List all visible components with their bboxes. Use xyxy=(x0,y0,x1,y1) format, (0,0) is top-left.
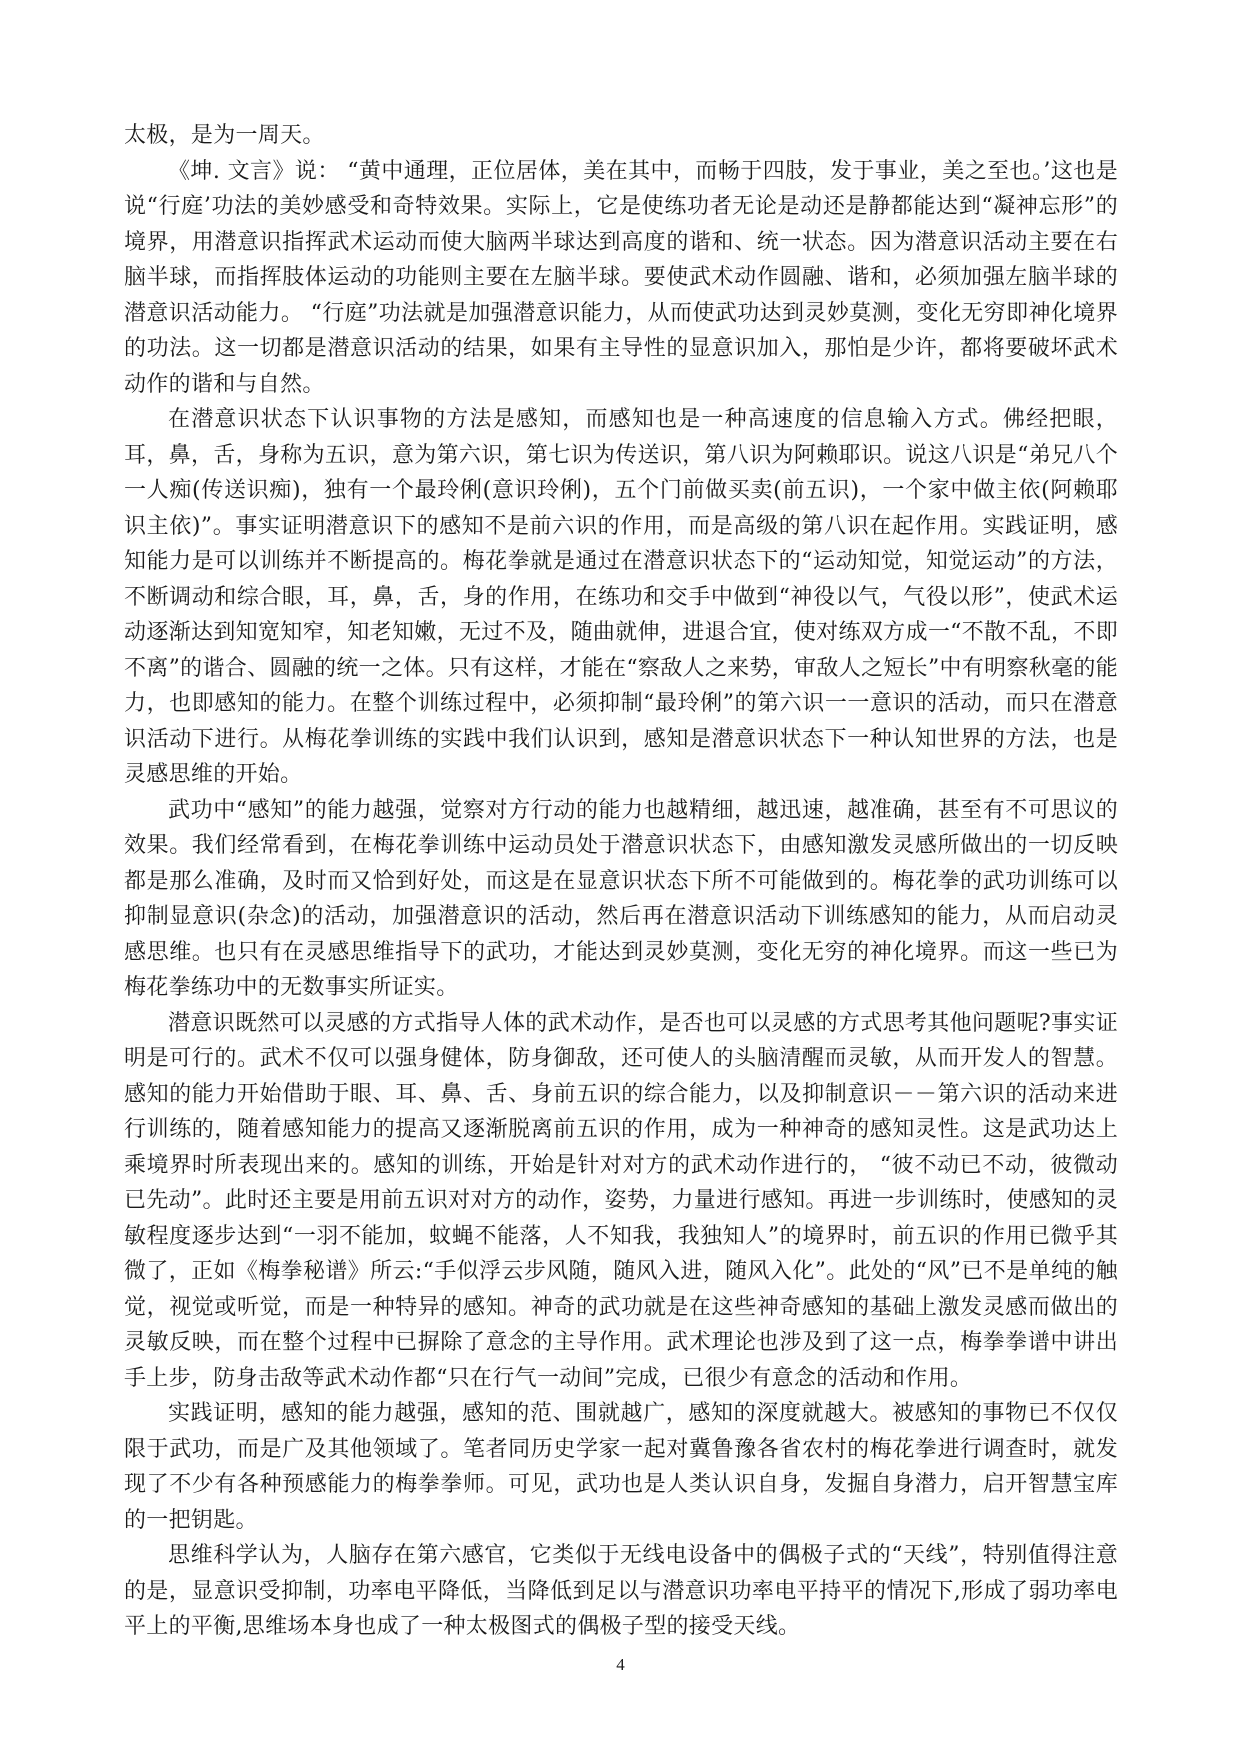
paragraph: 实践证明，感知的能力越强，感知的范、围就越广，感知的深度就越大。被感知的事物已不仅仅限于武功，而是广及其他领域了。笔者同历史学家一起对冀鲁豫各省农村的梅花拳进行调查时，就发现了不少有各种预感能力的梅拳拳师。可见，武功也是人类认识自身，发掘自身潜力，启开智慧宝库的一把钥匙。 xyxy=(124,1401,1118,1533)
paragraph: 在潜意识状态下认识事物的方法是感知，而感知也是一种高速度的信息输入方式。佛经把眼，耳，鼻，舌，身称为五识，意为第六识，第七识为传送识，第八识为阿赖耶识。说这八识是“弟兄八个一人痴(传送识痴)，独有一个最玲俐(意识玲俐)，五个门前做买卖(前五识)，一个家中做主依(阿赖耶识主依)”。事实证明潜意识下的感知不是前六识的作用，而是高级的第八识在起作用。实践证明，感知能力是可以训练并不断提高的。梅花拳就是通过在潜意识状态下的“运动知觉，知觉运动”的方法，不断调动和综合眼，耳，鼻，舌，身的作用，在练功和交手中做到“神役以气，气役以形”，使武术运动逐渐达到知宽知窄，知老知嫩，无过不及，随曲就伸，进退合宜，使对练双方成一“不散不乱，不即不离”的谐合、圆融的统一之体。只有这样，才能在“察敌人之来势，审敌人之短长”中有明察秋毫的能力，也即感知的能力。在整个训练过程中，必须抑制“最玲俐”的第六识一一意识的活动，而只在潜意识活动下进行。从梅花拳训练的实践中我们认识到，感知是潜意识状态下一种认知世界的方法，也是灵感思维的开始。 xyxy=(124,407,1118,787)
page-number: 4 xyxy=(616,1655,625,1674)
paragraph: 潜意识既然可以灵感的方式指导人体的武术动作，是否也可以灵感的方式思考其他问题呢?事实证明是可行的。武术不仅可以强身健体，防身御敌，还可使人的头脑清醒而灵敏，从而开发人的智慧。感知的能力开始借助于眼、耳、鼻、舌、身前五识的综合能力，以及抑制意识－－第六识的活动来进行训练的，随着感知能力的提高又逐渐脱离前五识的作用，成为一种神奇的感知灵性。这是武功达上乘境界时所表现出来的。感知的训练，开始是针对对方的武术动作进行的， “彼不动已不动，彼微动已先动”。此时还主要是用前五识对对方的动作，姿势，力量进行感知。再进一步训练时，使感知的灵敏程度逐步达到“一羽不能加，蚊蝇不能落，人不知我，我独知人”的境界时，前五识的作用已微乎其微了，正如《梅拳秘谱》所云:“手似浮云步风随，随风入进，随风入化”。此处的“风”已不是单纯的触觉，视觉或听觉，而是一种特异的感知。神奇的武功就是在这些神奇感知的基础上激发灵感而做出的灵敏反映，而在整个过程中已摒除了意念的主导作用。武术理论也涉及到了这一点，梅拳拳谱中讲出手上步，防身击敌等武术动作都“只在行气一动间”完成，已很少有意念的活动和作用。 xyxy=(124,1010,1118,1391)
paragraph: 太极，是为一周天。 xyxy=(124,123,325,148)
paragraph: 武功中“感知”的能力越强，觉察对方行动的能力也越精细，越迅速，越准确，甚至有不可思议的效果。我们经常看到，在梅花拳训练中运动员处于潜意识状态下，由感知激发灵感所做出的一切反映都是那么准确，及时而又恰到好处，而这是在显意识状态下所不可能做到的。梅花拳的武功训练可以抑制显意识(杂念)的活动，加强潜意识的活动，然后再在潜意识活动下训练感知的能力，从而启动灵感思维。也只有在灵感思维指导下的武功，才能达到灵妙莫测，变化无穷的神化境界。而这一些已为梅花拳练功中的无数事实所证实。 xyxy=(124,797,1118,1000)
document-body xyxy=(124,118,1118,1645)
paragraph: 《坤. 文言》说： “黄中通理，正位居体，美在其中，而畅于四肢，发于事业，美之至也。’这也是说“行庭’功法的美妙感受和奇特效果。实际上，它是使练功者无论是动还是静都能达到“凝神忘形”的境界，用潜意识指挥武术运动而使大脑两半球达到高度的谐和、统一状态。因为潜意识活动主要在右脑半球，而指挥肢体运动的功能则主要在左脑半球。要使武术动作圆融、谐和，必须加强左脑半球的潜意识活动能力。 “行庭”功法就是加强潜意识能力，从而使武功达到灵妙莫测，变化无穷即神化境界的功法。这一切都是潜意识活动的结果，如果有主导性的显意识加入，那怕是少许，都将要破坏武术动作的谐和与自然。 xyxy=(124,158,1118,397)
paragraph: 思维科学认为，人脑存在第六感官，它类似于无线电设备中的偶极子式的“天线”，特别值得注意的是，显意识受抑制，功率电平降低，当降低到足以与潜意识功率电平持平的情况下,形成了弱功率电平上的平衡,思维场本身也成了一种太极图式的偶极子型的接受天线。 xyxy=(124,1543,1118,1639)
